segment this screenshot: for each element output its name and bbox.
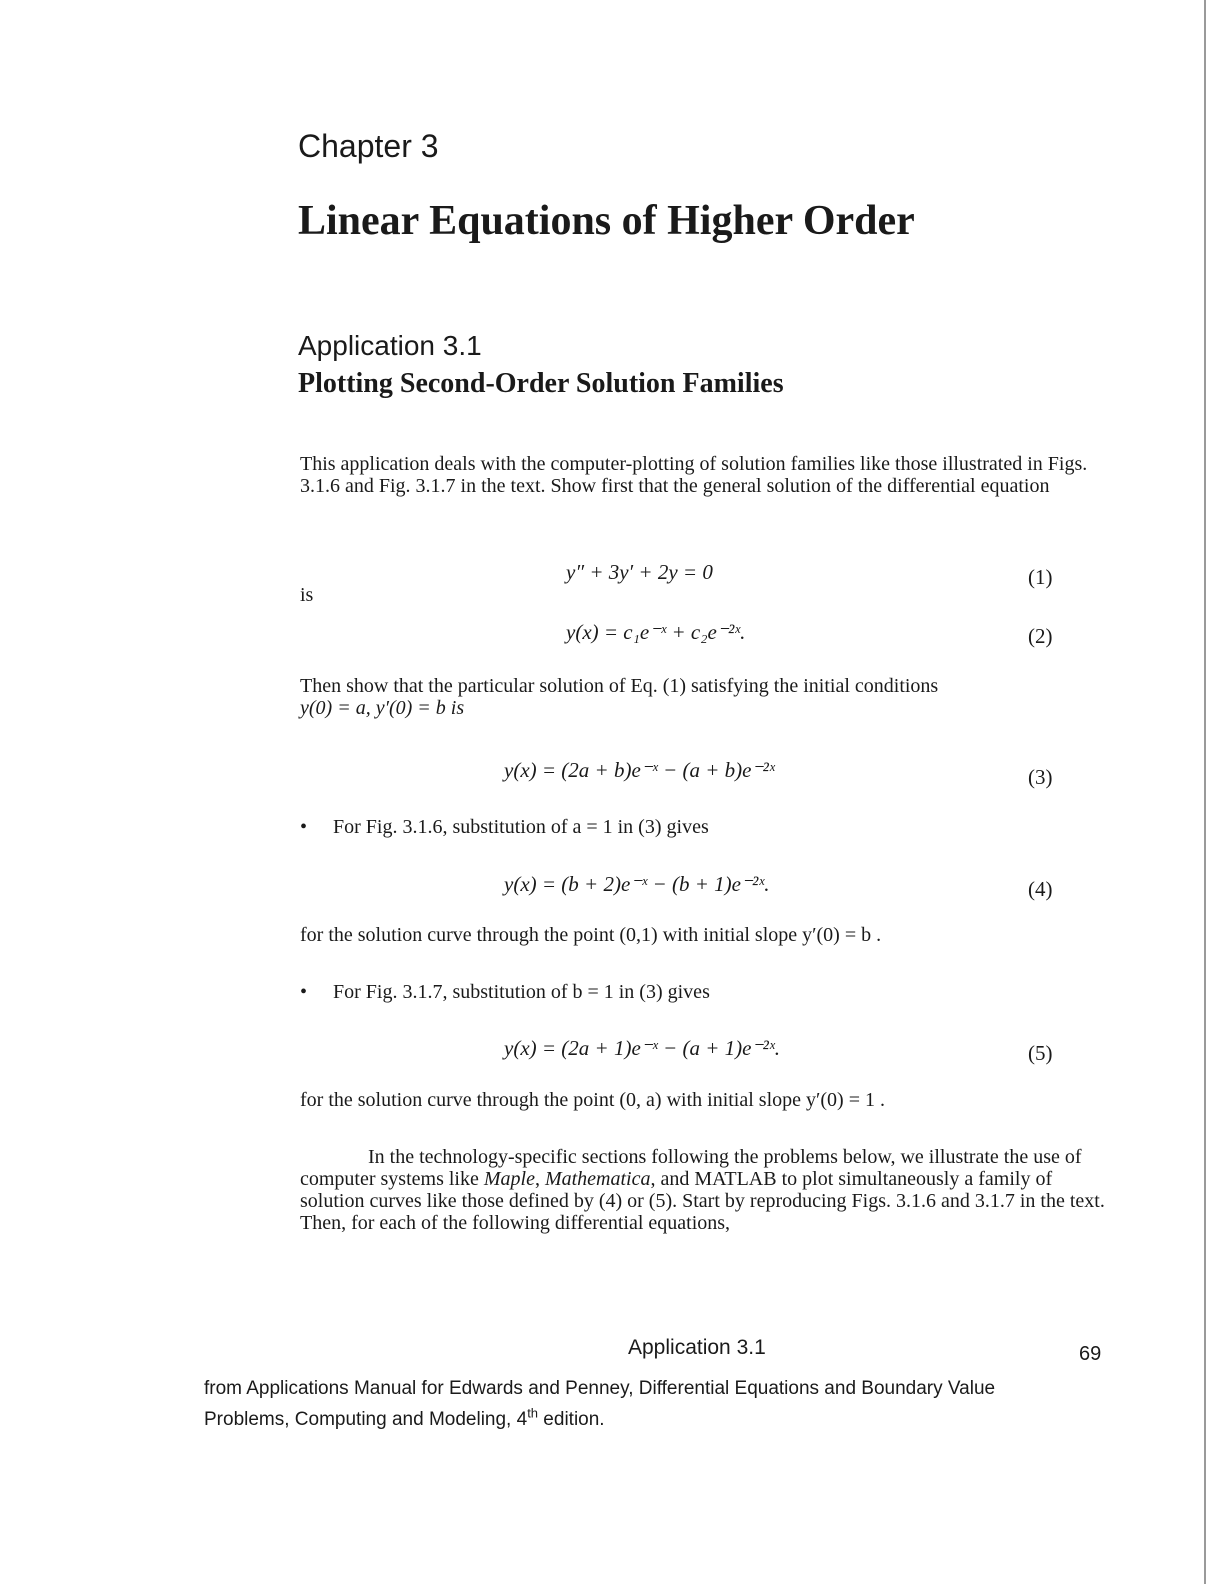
equation-5-number: (5)	[1028, 1041, 1053, 1065]
equation-5	[504, 1036, 780, 1061]
equation-2-text: y(x) = c₁e⁻ˣ + c₂e⁻²ˣ.	[566, 620, 746, 644]
equation-4-number: (4)	[1028, 877, 1053, 901]
intro-paragraph: This application deals with the computer-plotting of solution families like those illustrated in Figs. 3.1.6 and Fig. 3.1.7 in the text. Show first that the general solution of the differential equation	[300, 453, 1088, 497]
p5-sep: ,	[534, 1168, 545, 1190]
source-line-2	[204, 1404, 1104, 1435]
page-edge	[1204, 0, 1206, 1584]
bullet-2-symbol: •	[300, 981, 308, 1003]
chapter-title: Linear Equations of Higher Order	[298, 198, 915, 244]
equation-1-text: y″ + 3y′ + 2y = 0	[566, 560, 713, 584]
chapter-label: Chapter 3	[298, 128, 439, 164]
source-citation	[204, 1373, 1104, 1435]
equation-2	[566, 620, 745, 645]
p5-part2: , and MATLAB to plot simultaneously a family of solution curves like those defined by (4) or (5). Start by reproducing Figs. 3.1.6 and 3.1.7 in the text. Then, for each of the following differential equations,	[300, 1168, 1105, 1234]
bullet-1-symbol: •	[300, 816, 308, 838]
bullet-1-follow-text: for the solution curve through the point (0,1) with initial slope y′(0) = b .	[300, 924, 882, 946]
source-line-2b: edition.	[538, 1409, 605, 1430]
application-label: Application 3.1	[298, 330, 482, 361]
paragraph-2-line-1: Then show that the particular solution of Eq. (1) satisfying the initial conditions	[300, 675, 939, 697]
source-superscript: th	[527, 1405, 539, 1421]
equation-3	[504, 758, 775, 783]
source-line-2a: Problems, Computing and Modeling, 4	[204, 1409, 528, 1430]
bullet-2-text: For Fig. 3.1.7, substitution of b = 1 in (3) gives	[333, 981, 710, 1003]
bullet-2-follow-text: for the solution curve through the point (0, a) with initial slope y′(0) = 1 .	[300, 1089, 885, 1111]
mathematica-term: Mathematica	[544, 1168, 651, 1190]
source-line-1: from Applications Manual for Edwards and Penney, Differential Equations and Boundary Value	[204, 1378, 996, 1399]
technology-paragraph	[300, 1146, 1105, 1234]
equation-3-number: (3)	[1028, 765, 1053, 789]
equation-1	[566, 560, 713, 585]
bullet-1-text: For Fig. 3.1.6, substitution of a = 1 in (3) gives	[333, 816, 709, 838]
paragraph-2-line-2: y(0) = a, y′(0) = b is	[300, 697, 465, 719]
initial-conditions-paragraph	[300, 675, 1100, 719]
page-number: 69	[1079, 1343, 1102, 1365]
equation-5-text: y(x) = (2a + 1)e⁻ˣ − (a + 1)e⁻²ˣ.	[504, 1036, 780, 1060]
equation-3-text: y(x) = (2a + b)e⁻ˣ − (a + b)e⁻²ˣ	[504, 758, 775, 782]
footer-running-title: Application 3.1	[628, 1336, 766, 1359]
equation-4-text: y(x) = (b + 2)e⁻ˣ − (b + 1)e⁻²ˣ.	[504, 872, 770, 896]
equation-1-number: (1)	[1028, 565, 1053, 589]
application-title: Plotting Second-Order Solution Families	[298, 368, 784, 399]
maple-term: Maple	[483, 1168, 535, 1190]
equation-4	[504, 872, 770, 897]
p5-part1: In the technology-specific sections following the problems below, we illustrate the use of computer systems like	[300, 1146, 1082, 1190]
is-label: is	[300, 584, 314, 606]
equation-2-number: (2)	[1028, 624, 1053, 648]
